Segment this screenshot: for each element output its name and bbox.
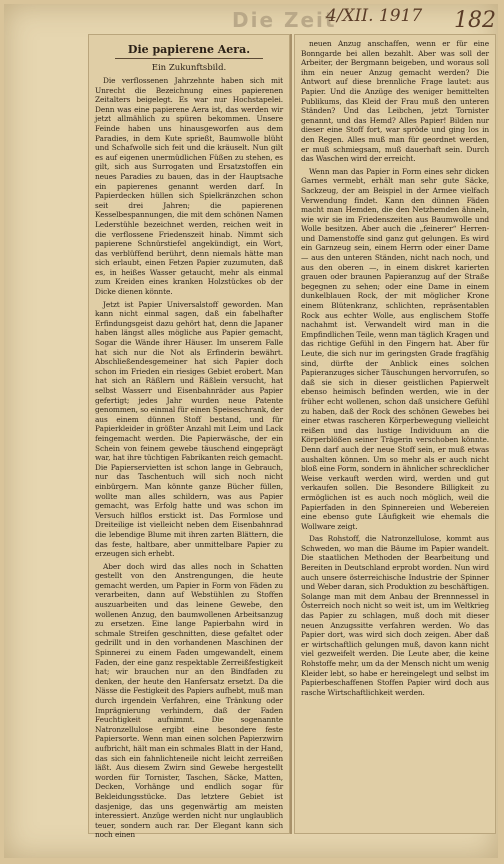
handwritten-date: 4/XII. 1917 xyxy=(326,6,423,26)
article-title: Die papierene Aera. xyxy=(127,43,251,56)
paragraph: Wenn man das Papier in Form eines sehr dicken Garnes vermebt, erhält man sehr gute Säcke, Sackzeug, der am Beispiel in der Armee vielfach Verwendung findet. Kann den dünnen Fäden macht man Hemden, die den Netzhemden ähneln, wie wir sie im Friedenszeiten aus Baumwolle und Wolle besitzen. Aber auch die „feinerer“ Herren- und Damenstoffe sind ganz gut gelungen. Es wird ein Garnzeug sein, einem Herrn oder einer Dame — aus den unteren Ständen, nicht nach noch, und aus den oberen —, in einem diskret karierten grauen oder braunen Papieranzug auf der Straße begegnen zu sehen; oder eine Dame in einem dunkelblauen Rock, der mit möglicher Krone einem Blütenkranz, schlichten, repräsentablen Rock aus echter Wolle, aus englischem Stoffe nachahmt ist. Verwandelt wird man in die Empfindlichen Teile, wenn man täglich Kragen und das richtige Gefühl in den Fingern hat. Aber für Leute, die sich nur im geringsten Grade fragfähig sind, dürfte der Anblick eines solchen Papieranzuges sicher Täuschungen hervorrufen, so daß sie sich in dieser geistlichen Papierwelt ebenso heimisch befinden werden, wie in der früher echt wollenen, schon daß unsichere Gefühl zu haben, daß der Rock des schönen Gewebes bei einer etwas rascheren Körperbewegung vielleicht reißen und das lustige Individuum an die Körperblößen seiner Trägerin verschoben könnte. Denn darf auch der neue Stoff sein, er muß etwas aushalten können. Um so mehr als er auch nicht bloß eine Form, sondern in ähnlicher schrecklicher Weise verkauft werden wird, werden und gut verkaufen sollen. Die Besondere Billigkeit zu ermöglichen ist es auch noch möglich, weil die Papierfaden in den Spinnereien und Webereien eine ebenso gute Läufigkeit wie ehemals die Wollware zeigt. xyxy=(301,166,489,531)
paragraph: Die verflossenen Jahrzehnte haben sich mit Unrecht die Bezeichnung eines papierenen Zeitalters beigelegt. Es war nur Hochstapelei. Denn was eine papierene Aera ist, das werden wir jetzt allmählich zu spüren bekommen. Unsere Feinde haben uns hinausgeworfen aus dem Paradies, in dem Kute sprießt, Baumwolle blüht und Schafwolle sich feit und die kräuselt. Nun gilt es auf eigenen unermüdlichen Füßen zu stehen, es gilt, sich aus Surrogaten und Ersatzstoffen ein neues Paradies zu bauen, das in der Hauptsache ein papierenes genannt werden darf. In Papierdecken hüllen sich Spielkränzchen schon seit drei Jahren; die papierenen Kesselbespannungen, die mit dem schönen Namen Lederstühle bezeichnet werden, reichen weit in die verflossene Friedenszeit hinab. Nimmt sich papierene Schnürstiefel angekündigt, ein Wort, das verblüffend berührt, denn niemals hätte man sich erlaubt, einen Fetzen Papier zuzumuten, daß es, in heißes Wasser getaucht, mehr als einmal zum Kreiden eines kranken Holzstückes ob der Dicke dienen könnte. xyxy=(95,76,283,297)
article-column-left xyxy=(88,34,290,840)
article-column-right xyxy=(294,34,496,834)
newspaper-masthead: Die Zeit xyxy=(232,8,337,32)
paragraph: neuen Anzug anschaffen, wenn er für eine Bonngarde bei allen bezahlt. Aber was soll der Arbeiter, der Bergmann beigeben, und woraus soll ihm ein neuer Anzug gemacht werden? Die Antwort auf diese brennliche Frage lautet: aus Papier. Und die Anzüge des weniger bemittelten Publikums, das Kleid der Frau muß den unteren Ständen? Und das Leibchen, jetzt Tornister genannt, und das Hemd? Alles Papier! Bilden nur dieser eine Stoff fort, war spröde und ging los in den Regen. Alles muß man für geordnet werden, er muß schmiegsam, muß dauerhaft sein. Durch das Waschen wird der erreicht. xyxy=(301,39,489,164)
column-divider xyxy=(290,34,292,834)
paragraph: Jetzt ist Papier Universalstoff geworden. Man kann nicht einmal sagen, daß ein fabelhafter Erfindungsgeist dazu gehört hat, denn die Japaner haben längst alles mögliche aus Papier gemacht, Sogar die Wände ihrer Häuser. Im unserem Falle hat sich nur die Not als Erfinderin bewährt. Abschließendesgemeiner hat sich Papier doch schon im Frieden ein riesiges Gebiet erobert. Man hat sich an Räßlern und Räßlein versucht, hat selbst Wasserr und Eisenbahnräder aus Papier gefertigt; jedes Jahr wurden neue Patente genommen, so einmal für einen Speiseschrank, der aus einem dünnen Stoff bestand, und für Papierkleider in größter Anzahl mit Leim und Lack feingemacht werden. Die Papierwäsche, der ein Schein von feinem gewebe täuschend eingeprägt war, hat ihre tüchtigen Fabrikanten reich gemacht. Die Papierservietten ist schon lange in Gebrauch, nur das Taschentuch will sich noch nicht einbürgern. Man könnte ganze Bücher füllen, wollte man alles schildern, was aus Papier gemacht, was Erfolg hatte und was schon im Versuch hilflos erstickt ist. Das Formlose und Dreiteilige ist vielleicht neben dem Eisenbahnrad die lebendige Blume mit ihren zarten Blättern, die das feste, haltbare, aber unmittelbare Papier zu erzeugen sich erhebt. xyxy=(95,299,283,559)
paragraph: Aber doch wird das alles noch in Schatten gestellt von den Anstrengungen, die heute gemacht werden, um Papier in Form von Fäden zu verarbeiten, dann auf Webstühlen zu Stoffen auszuarbeiten und das leinene Gewebe, den wollenen Anzug, den baumwollenen Arbeitsanzug zu ersetzen. Eine lange Papierbahn wird in schmale Streifen geschnitten, diese gefaltet oder gedrillt und in den vorhandenen Maschinen der Spinnerei zu einem Faden umgewandelt, einem Faden, der eine ganz respektable Zerreißfestigkeit hat; wir brauchen nur an den Bindfaden zu denken, der heute den Hanfersatz ersetzt. Da die Nässe die Festigkeit des Papiers aufhebt, muß man durch irgendein Verfahren, eine Tränkung oder Imprägnierung verhindern, daß der Faden Feuchtigkeit aufnimmt. Die sogenannte Natronzellulose ergibt eine besondere feste Papiersorte. Wenn man einen solchen Papierzwirn aufbricht, hält man ein schmales Blatt in der Hand, das sich ein fahnlichteneile nicht leicht zerreißen läßt. Aus diesem Zwirn sind Gewebe hergestellt worden für Tornister, Taschen, Säcke, Matten, Decken, Vorhänge und endlich sogar für Bekleidungsstücke. Das letztere Gebiet ist dasjenige, das uns gegenwärtig am meisten interessiert. Anzüge werden nicht nur unglaublich teuer, sondern auch rar. Der Elegant kann sich noch einen xyxy=(95,561,283,840)
paragraph: Das Rohstoff, die Natronzellulose, kommt aus Schweden, wo man die Bäume im Papier wandelt. Die staatlichen Methoden der Bearbeitung und Bereiten in Deutschland erprobt worden. Nun wird auch unsere österreichische Industrie der Spinner und Weber daran, sich Produktion zu beschäftigen. Solange man mit dem Anbau der Brennnessel in Österreich noch nicht so weit ist, um im Weltkrieg das Papier zu schlagen, muß doch mit dieser neuen Anzugssitte verfahren werden. Wo das Papier dort, was wird sich doch zeigen. Aber daß er wirtschaftlich gelungen muß, davon kann nicht viel gezweifelt werden. Die Leute aber, die keine Rohstoffe mehr, um da der Mensch nicht um wenig Kleider lebt, so habe er hereingelegt und selbst im Papierbeschaffenen Stoffen Papier wird doch aus rasche Wirtschaftlichkeit werden. xyxy=(301,534,489,697)
title-rule xyxy=(115,58,263,59)
handwritten-page-number: 182 xyxy=(454,8,496,33)
article-subtitle: Ein Zukunftsbild. xyxy=(151,63,227,73)
